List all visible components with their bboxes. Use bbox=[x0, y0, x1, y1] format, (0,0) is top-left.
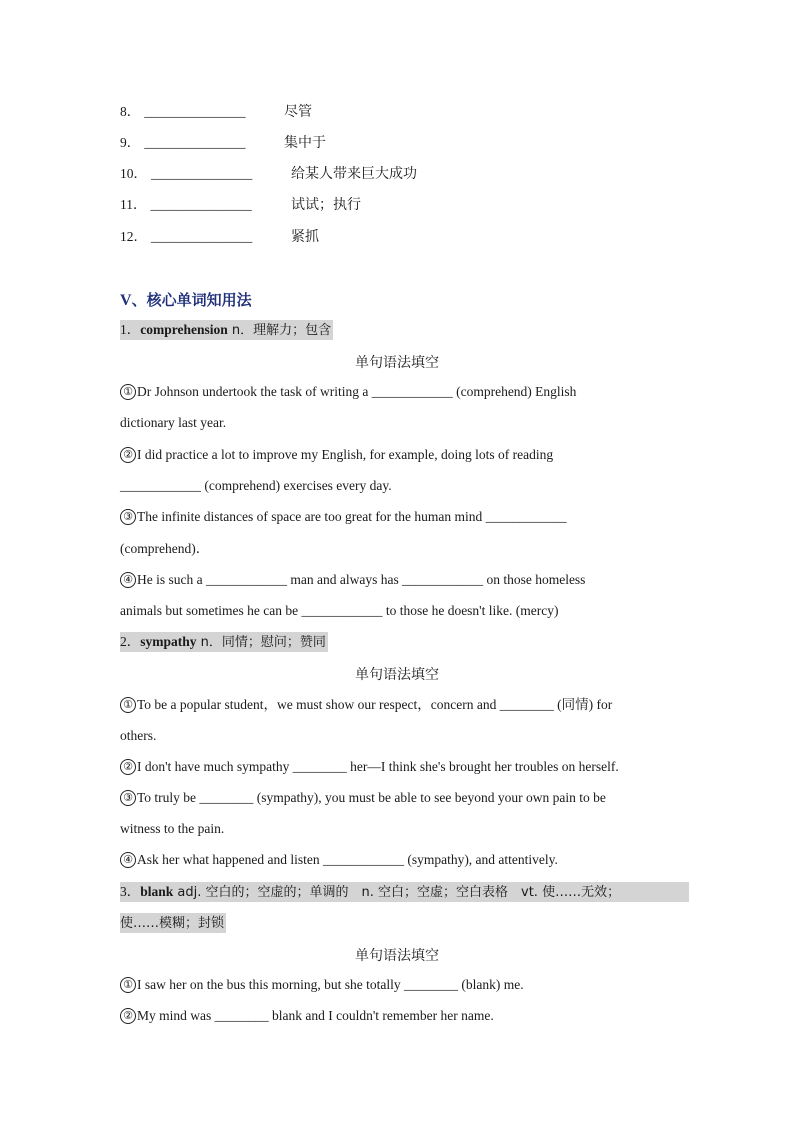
exercise-heading: 单句语法填空 bbox=[355, 355, 439, 371]
phrase-blank: _______________ bbox=[151, 229, 253, 244]
phrase-meaning: 紧抓 bbox=[291, 229, 319, 245]
question-continuation: animals but sometimes he can be ____________ to those he doesn't like. (mercy) bbox=[120, 603, 559, 618]
word-heading bbox=[120, 320, 333, 340]
question-text: To be a popular student，we must show our respect，concern and ________ (同情) for bbox=[137, 697, 613, 712]
question-continuation: others. bbox=[120, 728, 157, 743]
word-heading bbox=[120, 882, 689, 902]
circled-number: ④ bbox=[120, 572, 136, 588]
question-continuation: ____________ (comprehend) exercises every day. bbox=[120, 478, 392, 493]
circled-number: ② bbox=[120, 447, 136, 463]
phrase-blank: _______________ bbox=[144, 135, 246, 150]
circled-number: ④ bbox=[120, 852, 136, 868]
word-definition: n．同情；慰问；赞同 bbox=[196, 635, 326, 650]
exercise-question bbox=[120, 508, 567, 526]
question-text: I saw her on the bus this morning, but she totally ________ (blank) me. bbox=[137, 977, 524, 992]
headword: sympathy bbox=[140, 634, 197, 649]
question-text: My mind was ________ blank and I couldn't remember her name. bbox=[137, 1008, 494, 1023]
circled-number: ② bbox=[120, 1008, 136, 1024]
phrase-blank: _______________ bbox=[151, 166, 253, 181]
exercise-question bbox=[120, 696, 612, 714]
word-definition-continued bbox=[120, 913, 226, 933]
question-continuation: witness to the pain. bbox=[120, 821, 225, 836]
word-definition-line2: 使……模糊；封锁 bbox=[120, 916, 225, 931]
circled-number: ③ bbox=[120, 509, 136, 525]
question-text: He is such a ____________ man and always has ____________ on those homeless bbox=[137, 572, 586, 587]
exercise-question bbox=[120, 789, 606, 807]
phrase-number: 9． bbox=[120, 135, 141, 150]
exercise-question bbox=[120, 571, 585, 589]
phrase-number: 8． bbox=[120, 104, 141, 119]
word-definition: n．理解力；包含 bbox=[227, 323, 332, 338]
phrase-item bbox=[120, 134, 326, 152]
exercise-question bbox=[120, 1007, 494, 1025]
circled-number: ① bbox=[120, 697, 136, 713]
exercise-heading: 单句语法填空 bbox=[355, 948, 439, 964]
phrase-number: 10． bbox=[120, 166, 147, 181]
question-text: I did practice a lot to improve my English, for example, doing lots of reading bbox=[137, 447, 554, 462]
phrase-blank: _______________ bbox=[150, 197, 252, 212]
exercise-question bbox=[120, 758, 619, 776]
circled-number: ③ bbox=[120, 790, 136, 806]
phrase-item bbox=[120, 228, 319, 246]
word-definition: adj. 空白的；空虚的；单调的 n. 空白；空虚；空白表格 vt. 使……无效； bbox=[173, 885, 621, 900]
circled-number: ② bbox=[120, 759, 136, 775]
phrase-meaning: 集中于 bbox=[284, 135, 326, 151]
question-text: To truly be ________ (sympathy), you must be able to see beyond your own pain to be bbox=[137, 790, 606, 805]
phrase-item bbox=[120, 196, 361, 214]
word-number: 2． bbox=[120, 634, 141, 649]
phrase-meaning: 试试；执行 bbox=[291, 197, 361, 213]
phrase-item bbox=[120, 103, 312, 121]
exercise-question bbox=[120, 383, 576, 401]
question-continuation: (comprehend)． bbox=[120, 541, 210, 556]
question-text: Dr Johnson undertook the task of writing a ____________ (comprehend) English bbox=[137, 384, 577, 399]
word-number: 3． bbox=[120, 884, 141, 899]
phrase-number: 11． bbox=[120, 197, 147, 212]
question-continuation: dictionary last year. bbox=[120, 415, 227, 430]
circled-number: ① bbox=[120, 977, 136, 993]
phrase-meaning: 尽管 bbox=[284, 104, 312, 120]
headword: comprehension bbox=[140, 322, 228, 337]
exercise-question bbox=[120, 976, 524, 994]
exercise-question bbox=[120, 446, 553, 464]
section-title bbox=[120, 289, 252, 310]
phrase-blank: _______________ bbox=[144, 104, 246, 119]
section-title-text: 、核心单词知用法 bbox=[131, 291, 252, 309]
exercise-question bbox=[120, 851, 558, 869]
phrase-meaning: 给某人带来巨大成功 bbox=[291, 166, 417, 182]
question-text: I don't have much sympathy ________ her—I think she's brought her troubles on herself. bbox=[137, 759, 619, 774]
question-text: Ask her what happened and listen ____________ (sympathy), and attentively. bbox=[137, 852, 558, 867]
question-text: The infinite distances of space are too great for the human mind ____________ bbox=[137, 509, 567, 524]
word-number: 1． bbox=[120, 322, 141, 337]
circled-number: ① bbox=[120, 384, 136, 400]
word-heading bbox=[120, 632, 328, 652]
section-roman-numeral: V bbox=[120, 292, 132, 309]
phrase-number: 12． bbox=[120, 229, 147, 244]
headword: blank bbox=[140, 884, 174, 899]
exercise-heading: 单句语法填空 bbox=[355, 667, 439, 683]
phrase-item bbox=[120, 165, 417, 183]
